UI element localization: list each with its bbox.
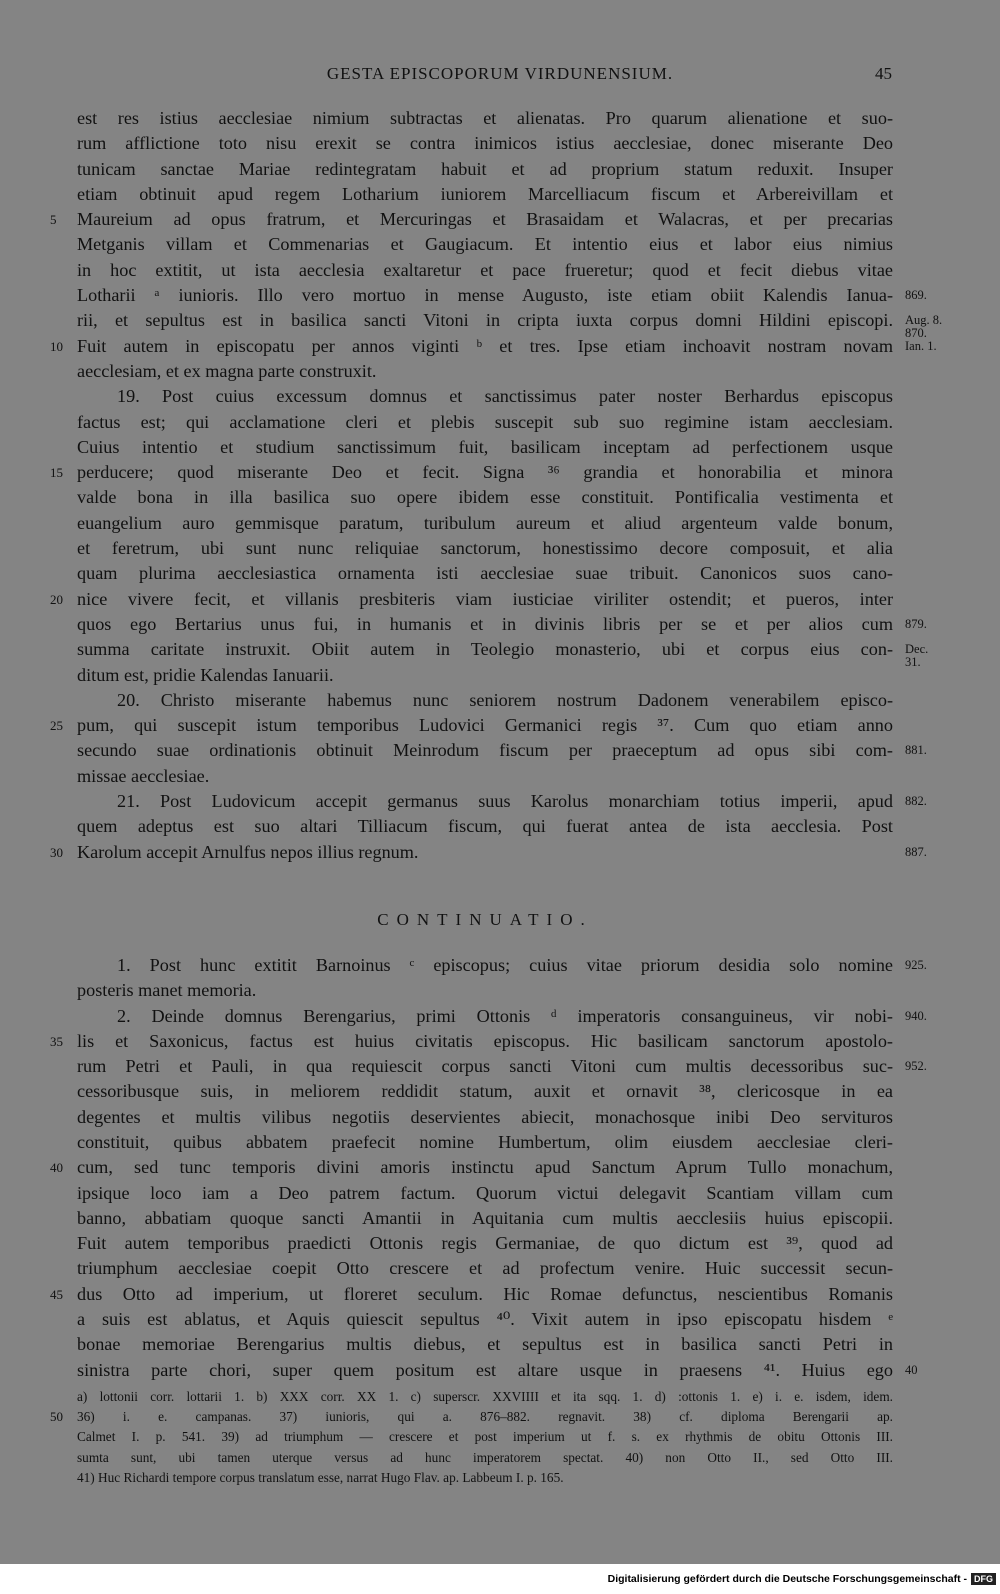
- line-number: 40: [50, 1160, 63, 1176]
- line-text: 1. Post hunc extitit Barnoinus ᶜ episcopus; cuius vitae priorum desidia solo nomine: [117, 954, 893, 975]
- line-text: 20. Christo miserante habemus nunc seniorem nostrum Dadonem venerabilem episco-: [117, 689, 893, 710]
- text-line: [77, 1256, 893, 1281]
- text-line: [77, 1307, 893, 1332]
- line-text: 19. Post cuius excessum domnus et sanctissimus pater noster Berhardus episcopus: [117, 386, 893, 407]
- footnote-line: [50, 1407, 893, 1427]
- line-text: secundo suae ordinationis obtinuit Meinrodum fiscum per praeceptum ad opus sibi com-: [77, 740, 893, 761]
- text-line: [77, 410, 893, 435]
- text-line: [50, 840, 927, 865]
- text-line: [77, 1130, 893, 1155]
- text-line: [77, 131, 893, 156]
- text-line: [50, 334, 937, 359]
- line-text: quem adeptus est suo altari Tilliacum fiscum, qui fuerat antea de ista aecclesia. Post: [77, 816, 893, 837]
- line-text: Fuit autem in episcopatu per annos viginti ᵇ et tres. Ipse etiam inchoavit nostram novam: [77, 335, 893, 356]
- line-number: 30: [50, 844, 63, 860]
- text-line: [77, 308, 943, 341]
- line-text: sinistra parte chori, super quem positum est altare usque in praesens ⁴¹. Huius ego: [77, 1359, 893, 1380]
- text-line: [50, 1029, 893, 1054]
- text-line: [77, 1105, 893, 1130]
- line-number: 50: [50, 1409, 63, 1425]
- margin-date: 40: [905, 1362, 918, 1377]
- footnote-line: [77, 1468, 893, 1488]
- line-number: 25: [50, 718, 63, 734]
- text-line: [77, 511, 893, 536]
- line-text: constituit, quibus abbatem praefecit nomine Humbertum, olim eiusdem aecclesiae cleri-: [77, 1131, 893, 1152]
- text-line: [77, 1206, 893, 1231]
- line-text: 36) i. e. campanas. 37) iunioris, qui a. 876–882. regnavit. 38) cf. diploma Berengarii ap.: [77, 1409, 893, 1425]
- line-text: ipsique loco iam a Deo patrem factum. Quorum victui delegavit Scantiam villam cum: [77, 1182, 893, 1203]
- line-text: dus Otto ad imperium, ut floreret seculum. Hic Romae defunctus, nescientibus Romanis: [77, 1283, 893, 1304]
- line-text: Calmet I. p. 541. 39) ad triumphum — crescere et post imperium ut f. s. ex rhythmis de obitu Ottonis III.: [77, 1429, 893, 1445]
- text-line: [77, 1358, 918, 1383]
- margin-date: 887.: [905, 844, 927, 859]
- line-text: rum Petri et Pauli, in qua requiescit corpus sancti Vitoni cum multis decessoribus suc-: [77, 1056, 893, 1077]
- continuatio-heading: CONTINUATIO.: [377, 909, 593, 929]
- margin-date: 952.: [905, 1059, 927, 1074]
- line-text: cum, sed tunc temporis divini amoris instinctu apud Sanctum Aprum Tullo monachum,: [77, 1157, 893, 1178]
- line-number: 45: [50, 1286, 63, 1302]
- footer-text: Digitalisierung gefördert durch die Deutsche Forschungsgemeinschaft -: [607, 1573, 967, 1585]
- text-line: [50, 587, 893, 612]
- line-text: Cuius intentio et studium sanctissimum fuit, basilicam inceptam ad perfectionem usque: [77, 436, 893, 457]
- text-line: [77, 1181, 893, 1206]
- running-title: GESTA EPISCOPORUM VIRDUNENSIUM.: [326, 64, 674, 83]
- line-text: summa caritate instruxit. Obiit autem in Teolegio monasterio, ubi et corpus eius con-: [77, 639, 893, 660]
- line-text: nice vivere fecit, et villanis presbiteris viam iusticiae viriliter ostendit; et pueros, inter: [77, 588, 893, 609]
- line-text: Lotharii ᵃ iunioris. Illo vero mortuo in mense Augusto, iste etiam obiit Kalendis Ianua-: [77, 285, 893, 306]
- line-text: missae aecclesiae.: [77, 765, 210, 786]
- line-text: cessoribusque suis, in meliorem reddidit statum, auxit et ornavit ³⁸, clericosque in ea: [77, 1081, 893, 1102]
- line-text: triumphum aecclesiae coepit Otto crescere et ad profectum venire. Huic successit secun-: [77, 1258, 893, 1279]
- margin-date: Ian. 1.: [905, 338, 937, 353]
- text-line: [77, 663, 893, 688]
- text-line: [77, 1332, 893, 1357]
- line-text: valde bona in illa basilica suo opere ibidem esse constituit. Pontificalia vestimenta et: [77, 487, 893, 508]
- dfg-logo: DFG: [971, 1573, 996, 1585]
- line-number: 10: [50, 338, 63, 354]
- text-line: [77, 978, 893, 1003]
- text-line: [77, 536, 893, 561]
- margin-date: 881.: [905, 743, 927, 758]
- margin-date: 869.: [905, 288, 927, 303]
- line-text: quam plurima aecclesiastica ornamenta isti aecclesiae suae tribuit. Canonicos suos cano-: [77, 563, 893, 584]
- footnote-line: [77, 1387, 893, 1407]
- line-text: perducere; quod miserante Deo et fecit. Signa ³⁶ grandia et honorabilia et minora: [77, 462, 893, 483]
- line-text: 41) Huc Richardi tempore corpus translatum esse, narrat Hugo Flav. ap. Labbeum I. p. 165.: [77, 1469, 564, 1485]
- line-text: 21. Post Ludovicum accepit germanus suus Karolus monarchiam totius imperii, apud: [117, 791, 893, 812]
- text-line: [77, 764, 893, 789]
- text-line: [50, 713, 893, 738]
- text-line: [77, 384, 893, 409]
- text-line: [77, 258, 893, 283]
- text-line: [50, 460, 893, 485]
- line-text: et feretrum, ubi sunt nunc reliquiae sanctorum, honestissimo decore composuit, et alia: [77, 538, 893, 559]
- text-line: [77, 485, 893, 510]
- line-text: in hoc extitit, ut ista aecclesia exaltaretur et pace frueretur; quod et fecit diebus vitae: [77, 259, 893, 280]
- text-line: [77, 814, 893, 839]
- line-text: banno, abbatiam quoque sancti Amantii in Aquitania cum multis aecclesiis huius episcopii.: [77, 1207, 893, 1228]
- line-number: 15: [50, 465, 63, 481]
- main-text: [50, 106, 943, 1488]
- text-line: [77, 637, 929, 670]
- line-text: a suis est ablatus, et Aquis quiescit sepultus ⁴⁰. Vixit autem in ipso episcopatu hisdem ᵉ: [77, 1309, 893, 1330]
- line-text: est res istius aecclesiae nimium subtractas et alienatas. Pro quarum alienatione et suo-: [77, 108, 893, 128]
- text-line: [77, 1079, 893, 1104]
- line-text: quos ego Bertarius unus fui, in humanis et in divinis libris per se et per alios cum: [77, 613, 893, 634]
- margin-date: 940.: [905, 1008, 927, 1023]
- text-line: [77, 359, 893, 384]
- text-line: [50, 1155, 893, 1180]
- line-number: 5: [50, 212, 57, 228]
- line-text: 2. Deinde domnus Berengarius, primi Ottonis ᵈ imperatoris consanguineus, vir nobi-: [117, 1005, 893, 1026]
- text-line: [50, 207, 893, 232]
- line-text: posteris manet memoria.: [77, 980, 257, 1001]
- line-text: Karolum accepit Arnulfus nepos illius regnum.: [77, 841, 419, 862]
- line-text: bonae memoriae Berengarius multis diebus, et sepultus est in basilica sancti Petri in: [77, 1334, 893, 1355]
- text-line: [77, 157, 893, 182]
- line-number: 20: [50, 591, 63, 607]
- page-header: [0, 64, 1000, 88]
- line-text: lis et Saxonicus, factus est huius civitatis episcopus. Hic basilicam sanctorum apostolo-: [77, 1030, 893, 1051]
- line-text: factus est; qui acclamatione cleri et plebis suscepit sub suo regimine istam aecclesiam.: [77, 411, 893, 432]
- text-line: [77, 789, 927, 814]
- text-line: [77, 106, 893, 131]
- line-text: sumta sunt, ubi tamen uterque versus ad hunc imperatorem spectat. 40) non Otto II., sed Otto III.: [77, 1449, 893, 1465]
- text-line: [77, 612, 927, 637]
- line-text: tunicam sanctae Mariae redintegratam habuit et ad proprium statum reduxit. Insuper: [77, 158, 893, 179]
- line-text: pum, qui suscepit istum temporibus Ludovici Germanici regis ³⁷. Cum quo etiam anno: [77, 715, 893, 736]
- margin-date: 925.: [905, 957, 927, 972]
- line-text: Maureium ad opus fratrum, et Mercuringas et Brasaidam et Walacras, et per precarias: [77, 209, 893, 230]
- text-line: [50, 1282, 893, 1307]
- line-text: ditum est, pridie Kalendas Ianuarii.: [77, 664, 334, 685]
- footnote-line: [77, 1427, 893, 1447]
- line-text: aecclesiam, et ex magna parte construxit.: [77, 360, 377, 381]
- main-text-lines: [50, 106, 943, 865]
- text-line: [77, 738, 927, 763]
- line-text: Fuit autem temporibus praedicti Ottonis regis Germaniae, de quo dictum est ³⁹, quod ad: [77, 1233, 893, 1254]
- margin-date: 882.: [905, 794, 927, 809]
- line-text: euangelium auro gemmisque paratum, turibulum aureum et aliud argenteum valde bonum,: [77, 512, 893, 533]
- text-line: [77, 1231, 893, 1256]
- line-text: Metganis villam et Commenarias et Gaugiacum. Et intentio eius et labor eius nimius: [77, 234, 893, 255]
- footnote-line: [77, 1448, 893, 1468]
- text-line: [77, 1004, 927, 1029]
- line-text: a) lottonii corr. lottarii 1. b) XXX corr. XX 1. c) superscr. XXVIIII et ita sqq. 1. d) :ottonis 1. e) i. e. isdem, idem.: [77, 1388, 893, 1404]
- dfg-footer: [602, 1564, 1000, 1594]
- margin-date: Dec. 31.: [905, 642, 929, 670]
- line-text: degentes et multis vilibus negotiis deservientes abiecit, monachosque inibi Deo servituros: [77, 1106, 893, 1127]
- text-line: [77, 283, 927, 308]
- continuatio-text-lines: [50, 953, 927, 1383]
- margin-date: Aug. 8. 870.: [905, 313, 943, 341]
- line-number: 35: [50, 1033, 63, 1049]
- margin-date: 879.: [905, 616, 927, 631]
- line-text: rum afflictione toto nisu erexit se contra inimicos istius aecclesiae, donec miserante Deo: [77, 133, 893, 154]
- text-line: [77, 232, 893, 257]
- text-line: [77, 561, 893, 586]
- page-number: 45: [875, 64, 892, 83]
- line-text: etiam obtinuit apud regem Lotharium iuniorem Marcelliacum fiscum et Arbereivillam et: [77, 183, 893, 204]
- footnotes: [50, 1387, 893, 1488]
- text-line: [77, 1054, 927, 1079]
- text-line: [77, 953, 927, 978]
- text-line: [77, 182, 893, 207]
- text-line: [77, 435, 893, 460]
- line-text: rii, et sepultus est in basilica sancti Vitoni in cripta iuxta corpus domni Hildini episcopi.: [77, 310, 893, 331]
- text-line: [77, 688, 893, 713]
